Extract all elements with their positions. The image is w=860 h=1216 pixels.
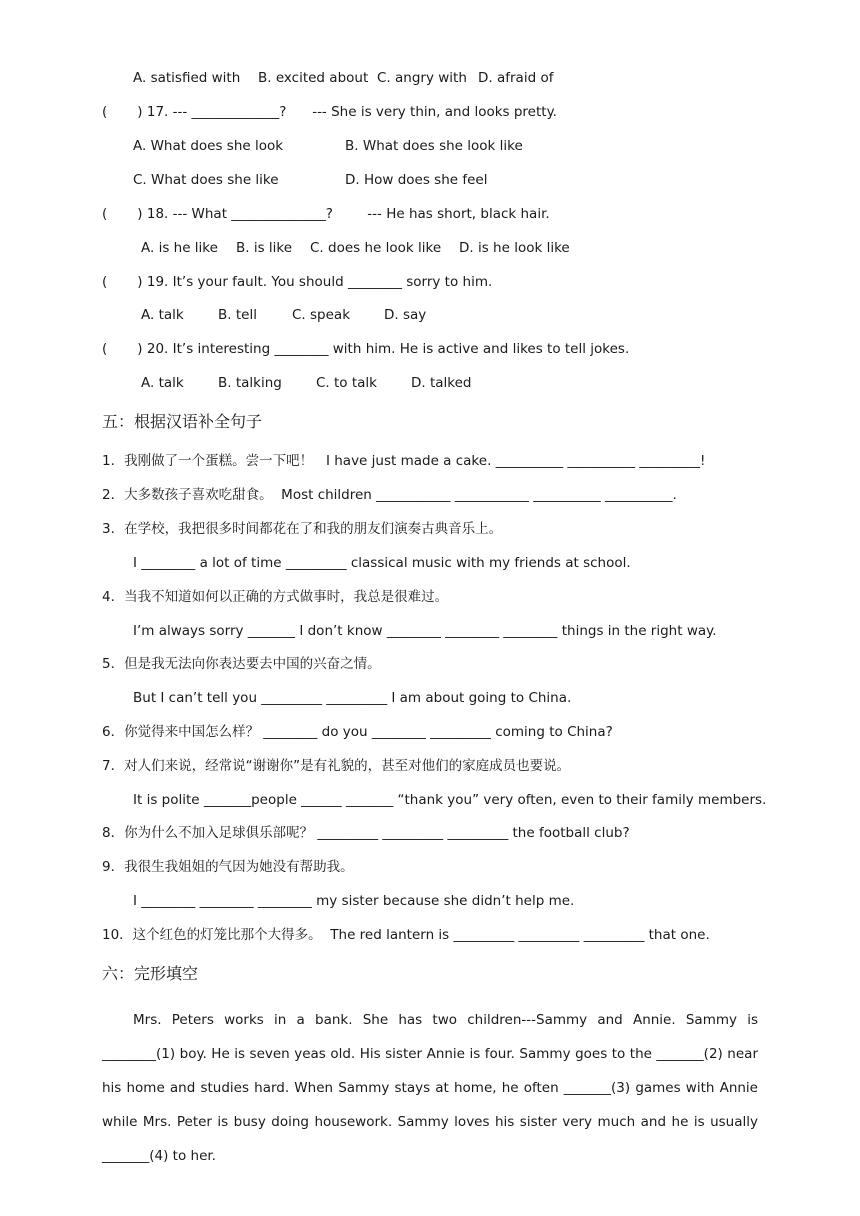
s5-item-10: 10．这个红色的灯笼比那个大得多。 The red lantern is _________ _________ _________ that one. bbox=[102, 927, 710, 943]
s5-item-7-english: It is polite _______people ______ _______ “thank you” very often, even to their family members. bbox=[133, 792, 767, 808]
q16-option-b: B. excited about bbox=[258, 70, 369, 86]
q17-option-a: A. What does she look bbox=[133, 138, 284, 154]
q16-option-a: A. satisfied with bbox=[133, 70, 241, 86]
s5-item-4-english: I’m always sorry _______ I don’t know ________ ________ ________ things in the right way. bbox=[133, 623, 717, 639]
s5-item-1: 1．我刚做了一个蛋糕。尝一下吧！ I have just made a cake. __________ __________ _________! bbox=[102, 453, 706, 469]
q20-option-d: D. talked bbox=[411, 375, 472, 391]
s5-item-8: 8．你为什么不加入足球俱乐部呢？ _________ _________ _________ the football club? bbox=[102, 825, 630, 841]
s5-item-3-english: I ________ a lot of time _________ classical music with my friends at school. bbox=[133, 555, 631, 571]
q19-option-b: B. tell bbox=[218, 307, 257, 323]
s5-item-5-chinese: 5．但是我无法向你表达要去中国的兴奋之情。 bbox=[102, 656, 381, 672]
s5-item-5-english: But I can’t tell you _________ _________ I am about going to China. bbox=[133, 690, 572, 706]
q19-option-a: A. talk bbox=[141, 307, 184, 323]
q20-stem: ( ) 20. It’s interesting ________ with him. He is active and likes to tell jokes. bbox=[102, 341, 630, 357]
q19-option-c: C. speak bbox=[292, 307, 351, 323]
s5-item-3-chinese: 3．在学校，我把很多时间都花在了和我的朋友们演奏古典音乐上。 bbox=[102, 521, 503, 537]
s5-item-2: 2．大多数孩子喜欢吃甜食。 Most children ___________ ___________ __________ __________. bbox=[102, 487, 677, 503]
q17-option-c: C. What does she like bbox=[133, 172, 279, 188]
q20-option-a: A. talk bbox=[141, 375, 184, 391]
s5-item-9-english: I ________ ________ ________ my sister because she didn’t help me. bbox=[133, 893, 575, 909]
q18-stem: ( ) 18. --- What ______________? --- He has short, black hair. bbox=[102, 206, 550, 222]
q19-option-d: D. say bbox=[384, 307, 427, 323]
q16-option-d: D. afraid of bbox=[478, 70, 554, 86]
q18-option-b: B. is like bbox=[236, 240, 293, 256]
q19-stem: ( ) 19. It’s your fault. You should ________ sorry to him. bbox=[102, 274, 493, 290]
q20-option-b: B. talking bbox=[218, 375, 282, 391]
s5-item-9-chinese: 9．我很生我姐姐的气因为她没有帮助我。 bbox=[102, 859, 354, 875]
q17-stem: ( ) 17. --- _____________? --- She is very thin, and looks pretty. bbox=[102, 104, 557, 120]
q18-option-c: C. does he look like bbox=[310, 240, 442, 256]
cloze-passage: Mrs. Peters works in a bank. She has two children---Sammy and Annie. Sammy is ________(1) boy. He is seven yeas old. His sister Annie is four. Sammy goes to the _______(2) near his home and studies hard. When Sammy stays at home, he often _______(3) games with Annie while Mrs. Peter is busy doing housework. Sammy loves his sister very much and he is usually _______(4) to her. bbox=[102, 1012, 758, 1164]
q17-option-b: B. What does she look like bbox=[345, 138, 523, 154]
s5-item-7-chinese: 7．对人们来说，经常说“谢谢你”是有礼貌的，甚至对他们的家庭成员也要说。 bbox=[102, 758, 571, 774]
q16-option-c: C. angry with bbox=[377, 70, 467, 86]
s5-item-6: 6．你觉得来中国怎么样？ ________ do you ________ _________ coming to China? bbox=[102, 724, 613, 740]
q18-option-d: D. is he look like bbox=[459, 240, 570, 256]
q17-option-d: D. How does she feel bbox=[345, 172, 488, 188]
s5-item-4-chinese: 4．当我不知道如何以正确的方式做事时，我总是很难过。 bbox=[102, 589, 449, 605]
q20-option-c: C. to talk bbox=[316, 375, 377, 391]
q18-option-a: A. is he like bbox=[141, 240, 218, 256]
section-6-title: 六：完形填空 bbox=[102, 964, 199, 983]
section-5-title: 五：根据汉语补全句子 bbox=[102, 412, 263, 431]
